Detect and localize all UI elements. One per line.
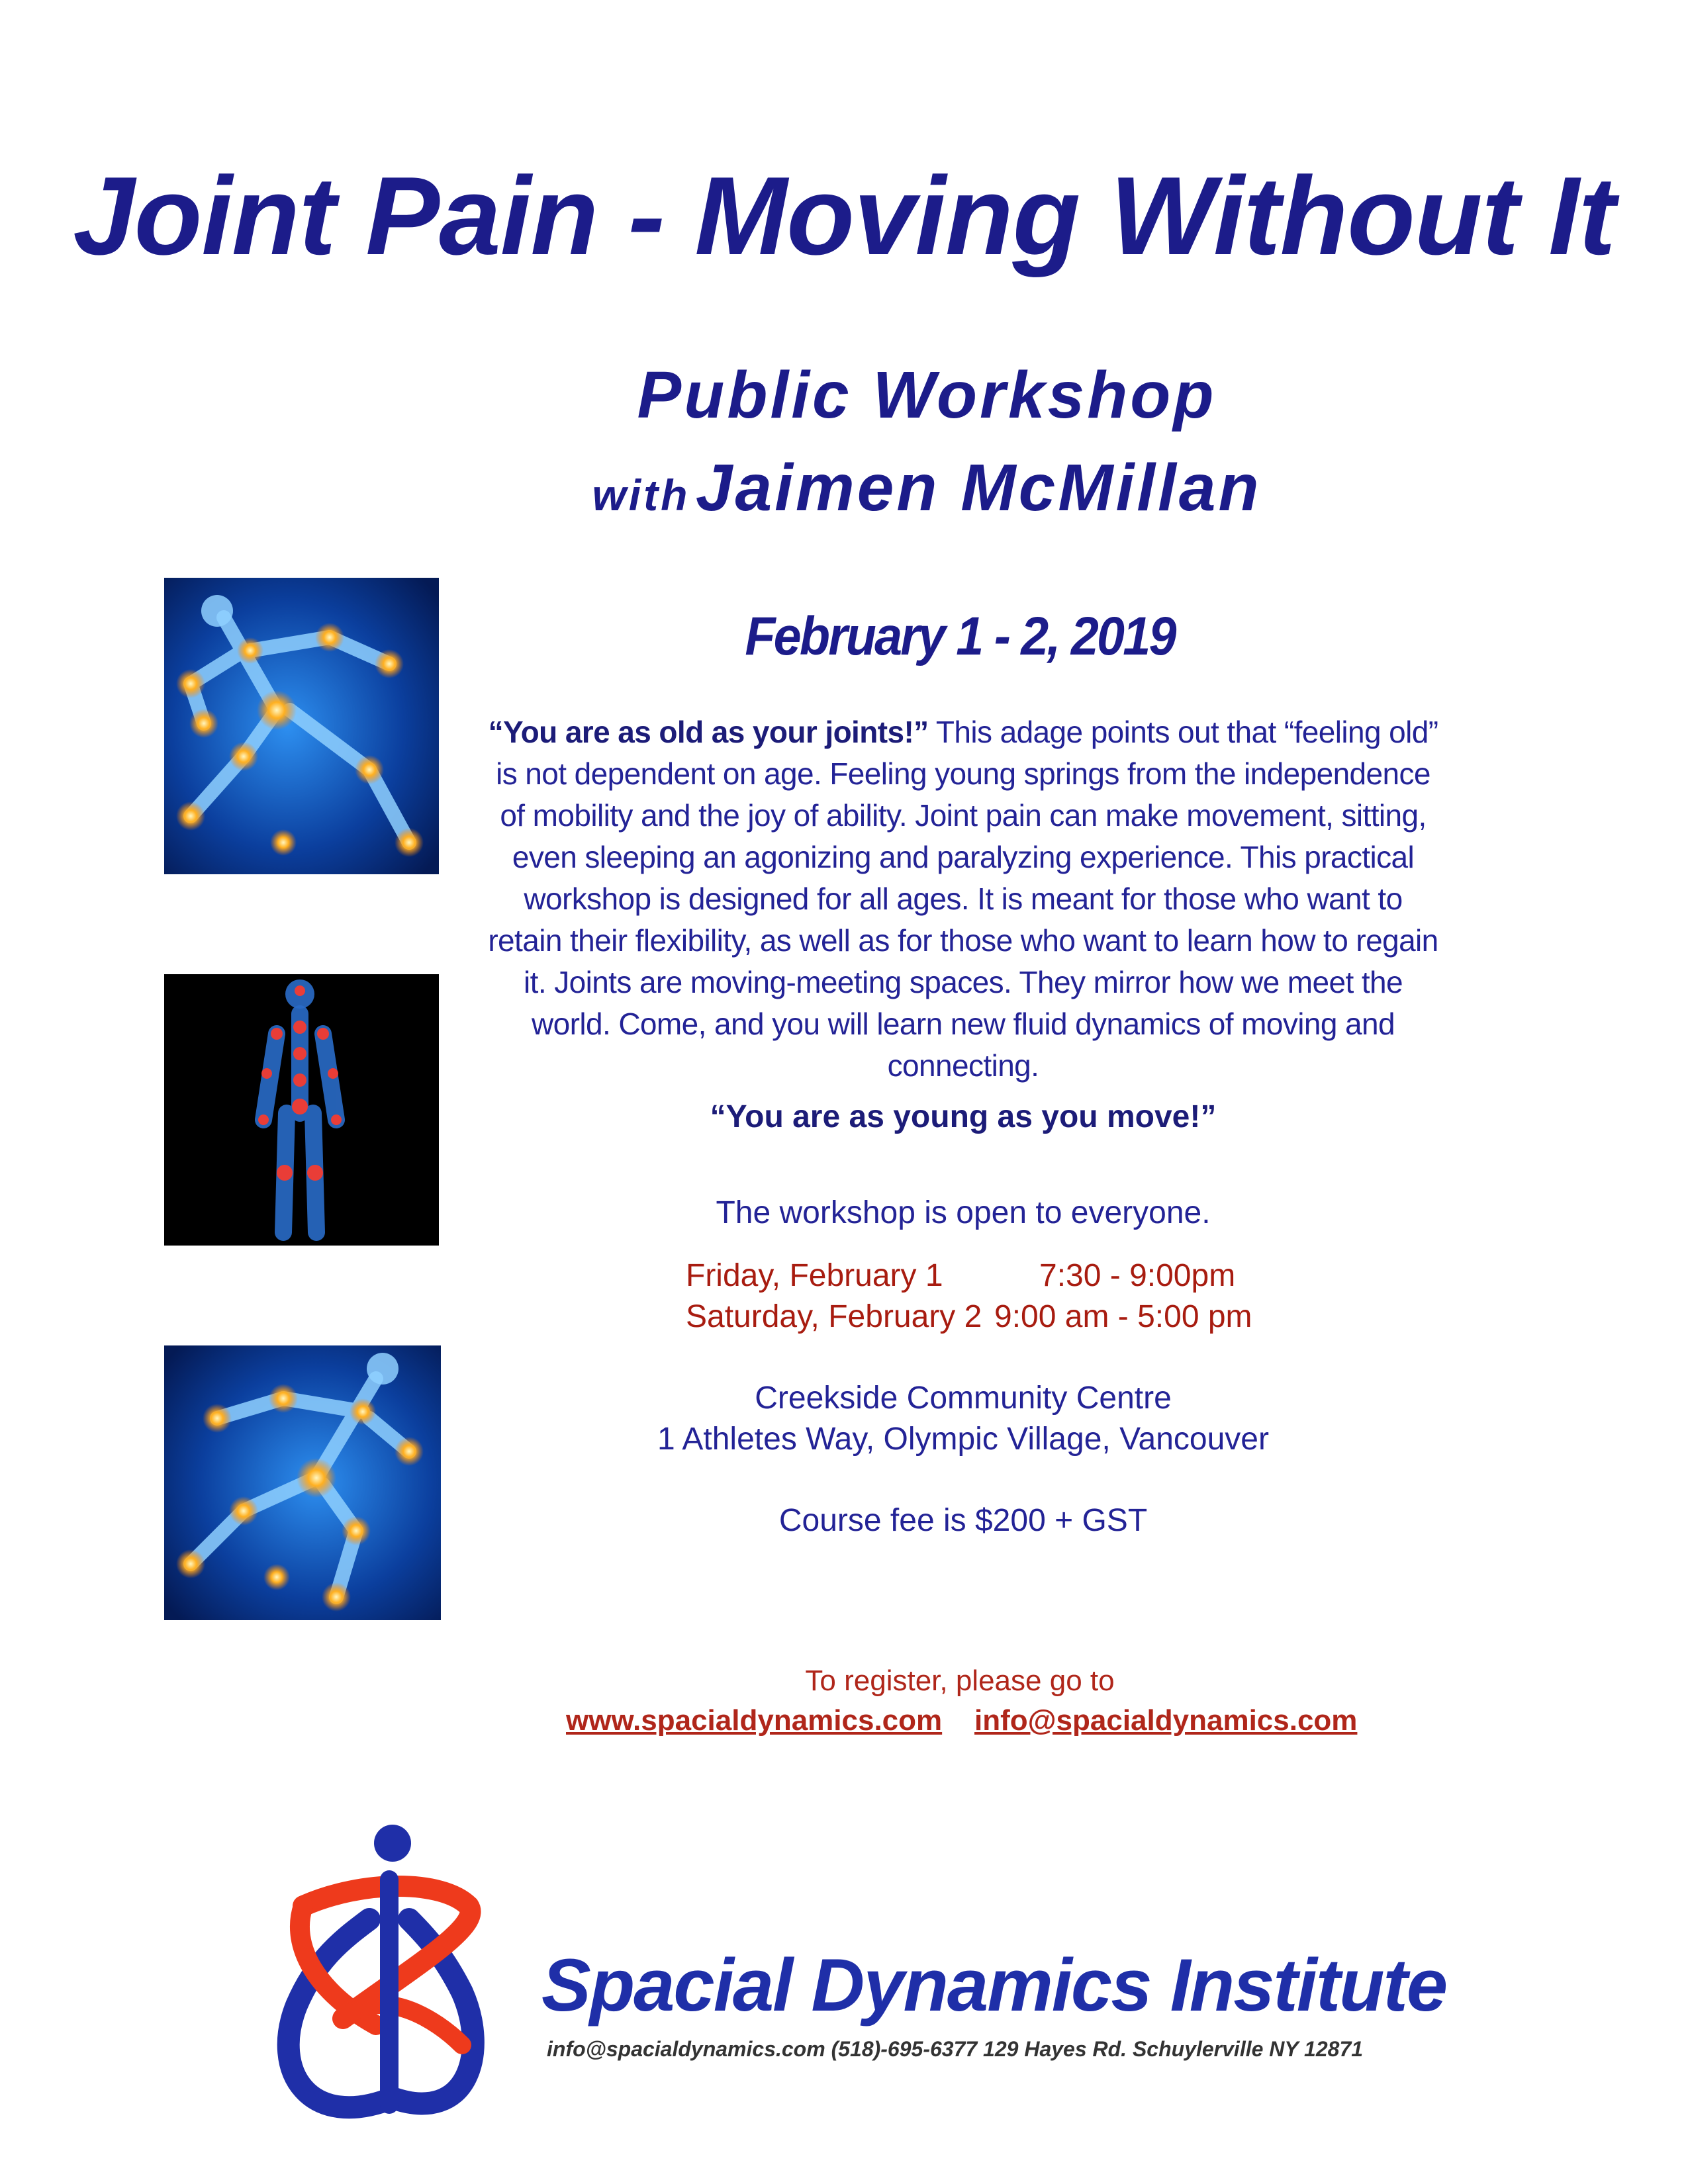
register-prompt: To register, please go to (805, 1664, 1115, 1697)
schedule-day-1: Friday, February 1 (686, 1258, 943, 1293)
institute-name: Spacial Dynamics Institute (541, 1944, 1447, 2026)
workshop-description (487, 711, 1440, 1087)
open-to-everyone-text: The workshop is open to everyone. (716, 1195, 1211, 1230)
presenter-prefix: with (592, 471, 690, 520)
venue-address: 1 Athletes Way, Olympic Village, Vancouver (657, 1422, 1269, 1457)
body-skeleton-image (164, 974, 439, 1246)
closing-quote: “You are as young as you move!” (710, 1099, 1217, 1134)
event-dates: February 1 - 2, 2019 (745, 606, 1175, 666)
course-fee: Course fee is $200 + GST (778, 1503, 1148, 1538)
description-paragraph: This adage points out that “feeling old” is not dependent on age. Feeling young springs from the independence of mobility and the joy of ability. Joint pain can make movement, sitting, even sleeping an agonizing and paralyzing experience. This practical workshop is designed for all ages. It is meant for those who want to retain their flexibility, as well as for those who want to learn how to regain it. Joints are moving-meeting spaces. They mirror how we meet the world. Come, and you will learn new fluid dynamics of moving and connecting. (488, 715, 1438, 1083)
schedule-time-1: 7:30 - 9:00pm (1039, 1258, 1236, 1293)
opening-quote: “You are as old as your joints!” (488, 715, 929, 749)
presenter-name: Jaimen McMillan (695, 451, 1262, 525)
email-link[interactable]: info@spacialdynamics.com (974, 1704, 1358, 1737)
schedule-day-2: Saturday, February 2 (686, 1299, 982, 1334)
workshop-subtitle: Public Workshop (637, 358, 1217, 432)
presenter-line (463, 450, 1390, 526)
runner-image-top (164, 578, 439, 874)
runner-image-bottom (164, 1345, 441, 1620)
institute-logo (270, 1820, 489, 2131)
website-link[interactable]: www.spacialdynamics.com (566, 1704, 943, 1737)
schedule-time-2: 9:00 am - 5:00 pm (994, 1299, 1252, 1334)
venue-name: Creekside Community Centre (755, 1381, 1172, 1416)
page-title: Joint Pain - Moving Without It (73, 154, 1615, 278)
institute-contact: info@spacialdynamics.com (518)-695-6377 129 Hayes Rd. Schuylerville NY 12871 (547, 2037, 1364, 2061)
